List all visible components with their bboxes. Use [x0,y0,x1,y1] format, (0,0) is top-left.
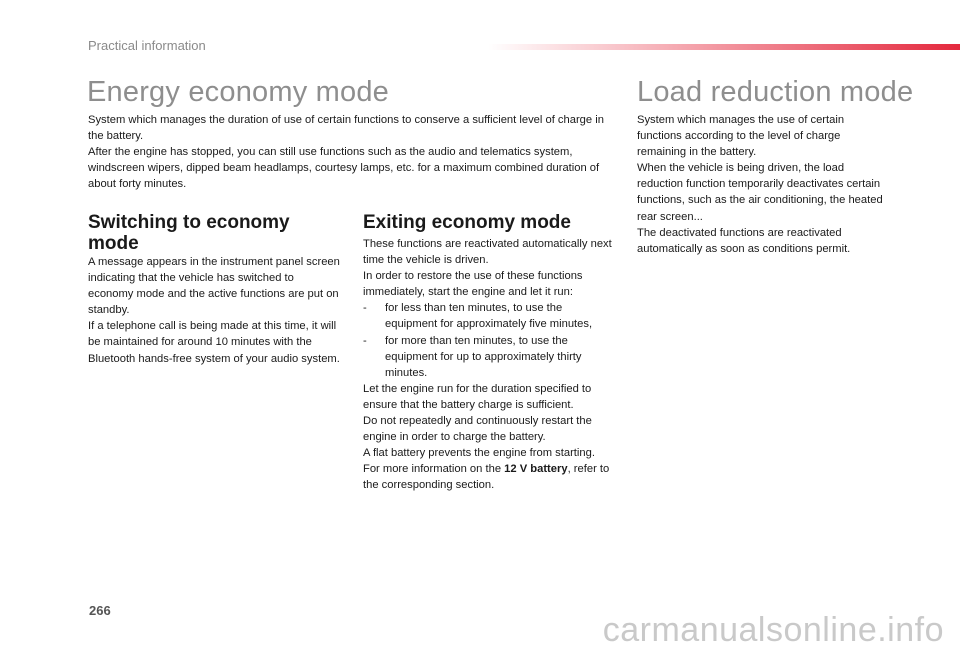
load-paragraph-2: When the vehicle is being driven, the load reduction function temporarily deactivates certain functions, such as the air conditioning, the heated rear screen... [637,162,883,223]
load-reduction-text [637,112,889,257]
energy-economy-intro [88,112,608,192]
energy-economy-title: Energy economy mode [87,76,390,108]
exiting-economy-title: Exiting economy mode [363,212,571,233]
header-accent-bar [488,44,960,50]
exiting-paragraph-3: Let the engine run for the duration specified to ensure that the battery charge is sufficient. [363,382,592,411]
exiting-economy-text [363,236,617,494]
exiting-paragraph-5: A flat battery prevents the engine from starting. [363,447,595,460]
switching-economy-title: Switching to economy mode [88,212,290,254]
exiting-paragraph-1: These functions are reactivated automatically next time the vehicle is driven. [363,238,612,267]
section-label: Practical information [88,38,206,53]
exiting-bullet-item [363,300,617,332]
page-number: 266 [89,603,111,618]
switching-paragraph-1: A message appears in the instrument panel screen indicating that the vehicle has switched to economy mode and the active functions are put on standby. [88,256,340,317]
energy-intro-paragraph-1: System which manages the duration of use of certain functions to conserve a sufficient level of charge in the battery. [88,114,604,143]
battery-ref-bold: 12 V battery [504,463,568,476]
switching-economy-text [88,254,340,367]
bullet-dash: - [363,334,367,347]
exiting-paragraph-6 [363,461,617,493]
load-paragraph-1: System which manages the use of certain functions according to the level of charge remaining in the battery. [637,114,845,159]
exiting-paragraph-4: Do not repeatedly and continuously restart the engine in order to charge the battery. [363,415,592,444]
exiting-bullet-item [363,333,617,381]
bullet-text: for more than ten minutes, to use the equipment for up to approximately thirty minutes. [385,334,582,379]
battery-ref-prefix: For more information on the [363,463,505,476]
load-paragraph-3: The deactivated functions are reactivated automatically as soon as conditions permit. [637,226,851,255]
bullet-dash: - [363,302,367,315]
watermark: carmanualsonline.info [602,611,944,649]
exiting-paragraph-2: In order to restore the use of these functions immediately, start the engine and let it run: [363,270,583,299]
energy-intro-paragraph-2: After the engine has stopped, you can still use functions such as the audio and telematics system, windscreen wipers, dipped beam headlamps, courtesy lamps, etc. for a maximum combined duration of about forty minutes. [88,146,600,191]
load-reduction-title: Load reduction mode [637,76,914,108]
bullet-text: for less than ten minutes, to use the equipment for approximately five minutes, [385,302,593,331]
battery-ref-suffix: , refer to the corresponding section. [363,463,610,492]
switching-paragraph-2: If a telephone call is being made at this time, it will be maintained for around 10 minutes with the Bluetooth hands-free system of your audio system. [88,320,340,365]
